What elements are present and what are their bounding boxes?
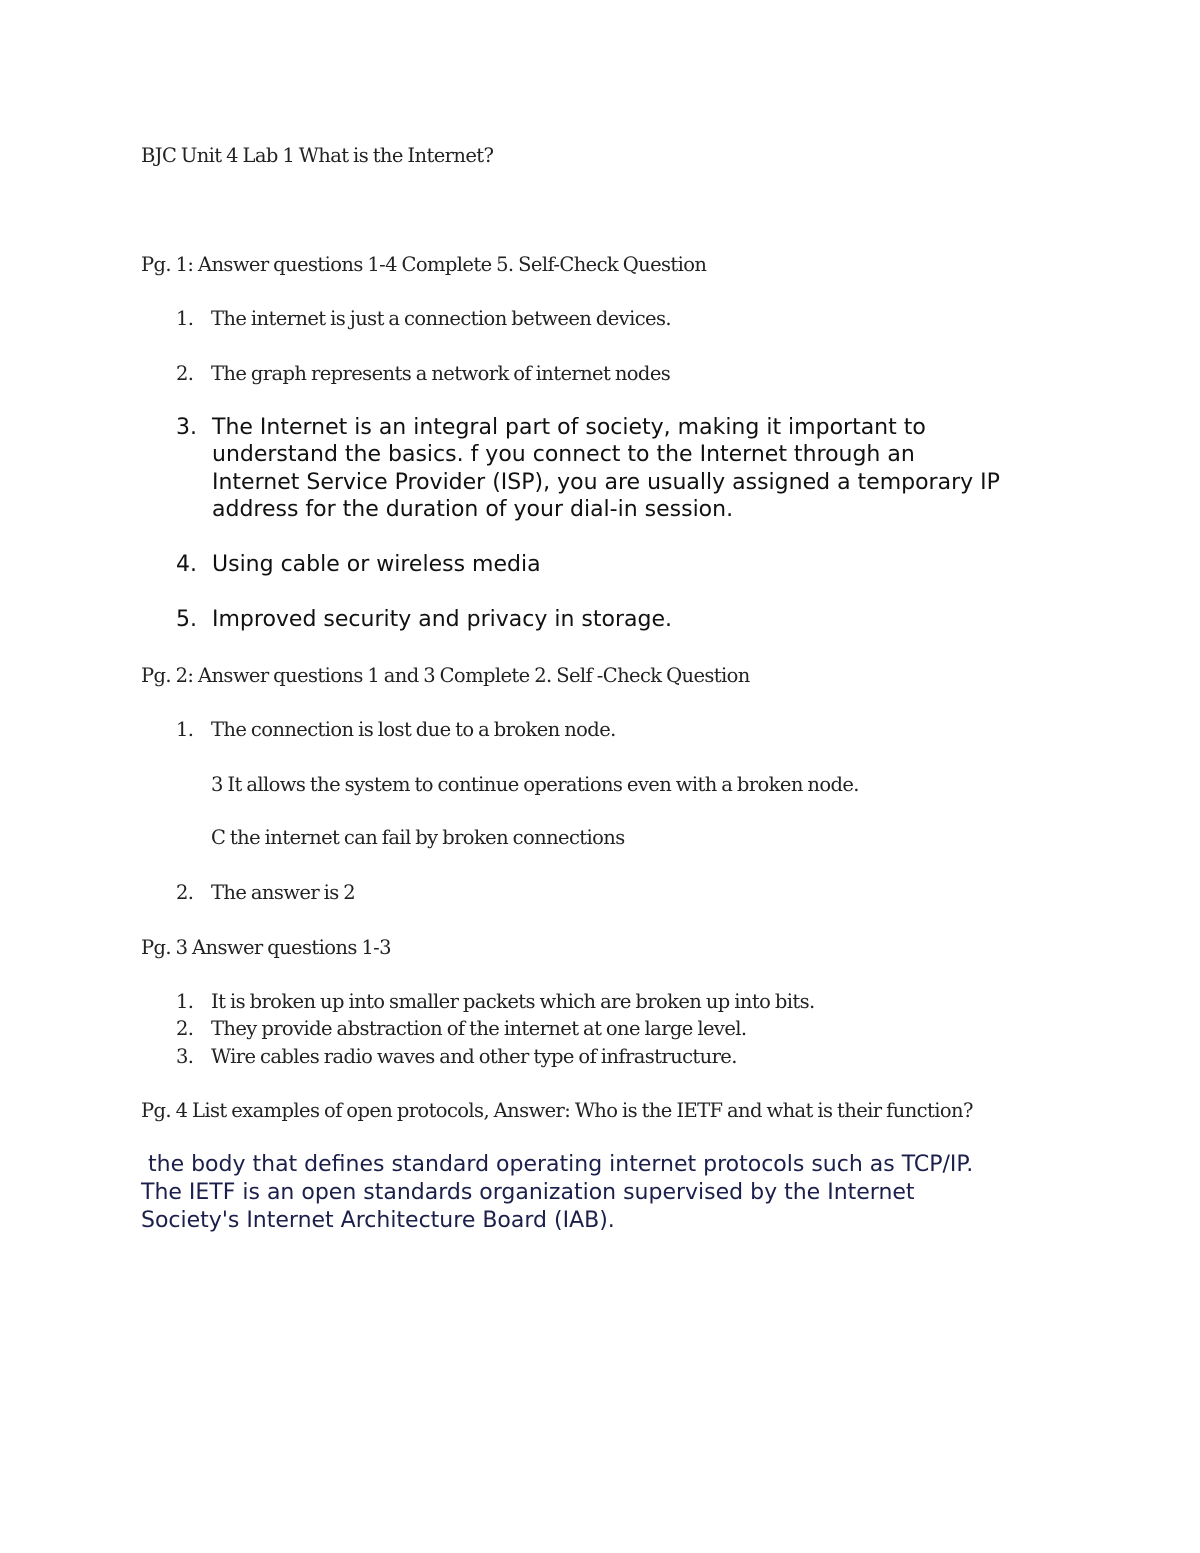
list-number: 1. (176, 718, 194, 741)
list-item-line: The Internet is an integral part of society, making it important to (212, 415, 926, 440)
list-number: 2. (176, 362, 194, 385)
page2-heading: Pg. 2: Answer questions 1 and 3 Complete 2. Self -Check Question (141, 664, 750, 687)
list-item: The answer is 2 (211, 881, 356, 904)
list-number: 1. (176, 307, 194, 330)
list-number: 1. (176, 990, 194, 1013)
list-item: The connection is lost due to a broken node. (211, 718, 616, 741)
answer-line: the body that defines standard operating internet protocols such as TCP/IP. (141, 1152, 974, 1177)
list-item: Improved security and privacy in storage. (212, 607, 672, 632)
page4-heading: Pg. 4 List examples of open protocols, Answer: Who is the IETF and what is their function? (141, 1099, 973, 1122)
answer-line: The IETF is an open standards organization supervised by the Internet (141, 1180, 915, 1205)
list-item: The internet is just a connection between devices. (211, 307, 671, 330)
list-item: It is broken up into smaller packets which are broken up into bits. (211, 990, 815, 1013)
list-number: 5. (176, 607, 197, 632)
list-number: 4. (176, 552, 197, 577)
answer-line: Society's Internet Architecture Board (IAB). (141, 1208, 615, 1233)
list-item-line: address for the duration of your dial-in session. (212, 497, 734, 522)
list-item: The graph represents a network of internet nodes (211, 362, 671, 385)
list-number: 3. (176, 415, 197, 440)
page3-heading: Pg. 3 Answer questions 1-3 (141, 936, 391, 959)
list-item: C the internet can fail by broken connections (211, 826, 625, 849)
list-item: They provide abstraction of the internet at one large level. (211, 1017, 747, 1040)
list-number: 2. (176, 881, 194, 904)
list-item: Wire cables radio waves and other type of infrastructure. (211, 1045, 737, 1068)
list-item-line: Internet Service Provider (ISP), you are usually assigned a temporary IP (212, 470, 1000, 495)
document-title: BJC Unit 4 Lab 1 What is the Internet? (141, 144, 494, 167)
page1-heading: Pg. 1: Answer questions 1-4 Complete 5. Self-Check Question (141, 253, 707, 276)
list-number: 3. (176, 1045, 194, 1068)
list-item: 3 It allows the system to continue operations even with a broken node. (211, 773, 859, 796)
list-item: Using cable or wireless media (212, 552, 541, 577)
list-number: 2. (176, 1017, 194, 1040)
list-item-line: understand the basics. f you connect to the Internet through an (212, 442, 915, 467)
